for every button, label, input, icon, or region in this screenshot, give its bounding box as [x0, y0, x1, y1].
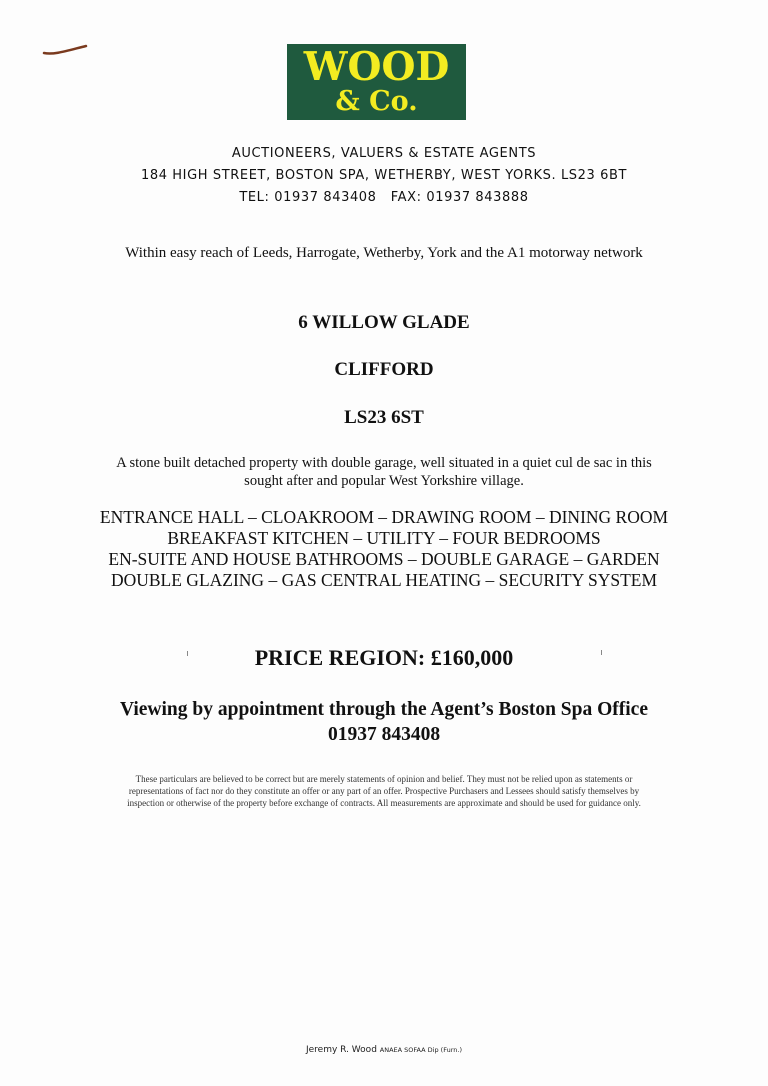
disclaimer-line: representations of fact nor do they constitute an offer or any part of an offer. Prospective Purchasers and Lessees should satisfy themselves by — [128, 786, 640, 796]
agent-address: 184 HIGH STREET, BOSTON SPA, WETHERBY, WEST YORKS. LS23 6BT — [140, 168, 628, 183]
logo-text-wood: WOOD — [303, 44, 450, 90]
pen-mark-icon — [42, 43, 88, 57]
footer-qualifications: ANAEA SOFAA Dip (Furn.) — [379, 1046, 463, 1054]
property-street: 6 WILLOW GLADE — [298, 312, 470, 333]
property-postcode: LS23 6ST — [344, 407, 424, 428]
logo-text-co: & Co. — [335, 86, 418, 117]
feature-line: ENTRANCE HALL – CLOAKROOM – DRAWING ROOM – DINING ROOM — [99, 507, 669, 527]
viewing-note: Viewing by appointment through the Agent’s Boston Spa Office — [120, 699, 648, 720]
agent-phone-fax: TEL: 01937 843408 FAX: 01937 843888 — [239, 190, 529, 205]
footer-signature — [0, 1045, 768, 1055]
description-line: sought after and popular West Yorkshire village. — [244, 473, 524, 489]
disclaimer-line: inspection or otherwise of the property before exchange of contracts. All measurements are approximate and should be used for guidance only. — [127, 798, 641, 808]
scan-speck — [601, 650, 602, 655]
feature-line: DOUBLE GLAZING – GAS CENTRAL HEATING – SECURITY SYSTEM — [110, 570, 658, 590]
footer-name: Jeremy R. Wood — [305, 1045, 377, 1055]
location-note: Within easy reach of Leeds, Harrogate, Wetherby, York and the A1 motorway network — [125, 245, 643, 261]
company-logo — [287, 44, 466, 120]
description-line: A stone built detached property with double garage, well situated in a quiet cul de sac in this — [116, 455, 652, 471]
property-village: CLIFFORD — [334, 359, 434, 380]
viewing-phone: 01937 843408 — [327, 724, 441, 745]
price-region: PRICE REGION: £160,000 — [254, 645, 514, 670]
agent-type: AUCTIONEERS, VALUERS & ESTATE AGENTS — [231, 146, 537, 161]
disclaimer-line: These particulars are believed to be correct but are merely statements of opinion and belief. They must not be relied upon as statements or — [135, 774, 633, 784]
scan-speck — [187, 651, 188, 656]
feature-line: EN-SUITE AND HOUSE BATHROOMS – DOUBLE GARAGE – GARDEN — [108, 549, 660, 569]
feature-line: BREAKFAST KITCHEN – UTILITY – FOUR BEDROOMS — [167, 528, 601, 548]
